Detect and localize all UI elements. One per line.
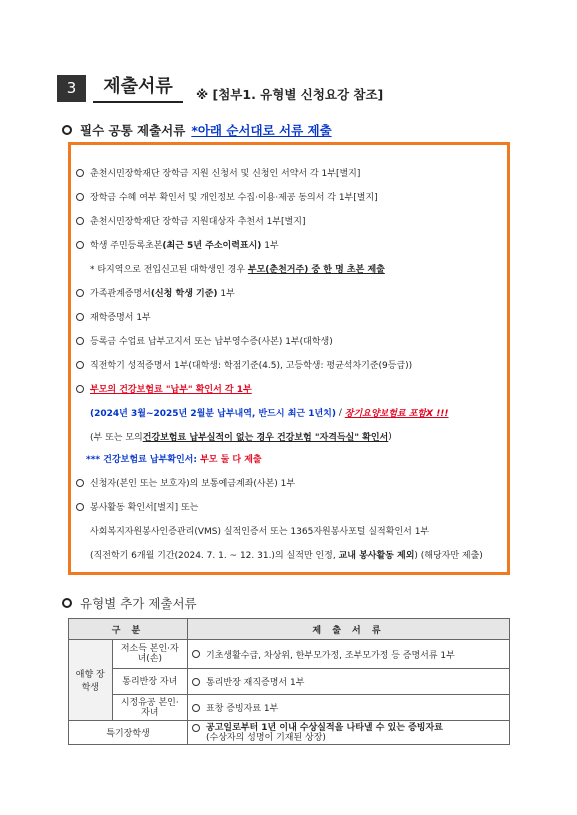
- volunteer-line3: (직전학기 6개월 기간(2024. 7. 1. ~ 12. 31.)의 실적만 인정, 교내 봉사활동 제외 ) (해당자만 제출): [90, 551, 483, 561]
- circle-bullet-icon: [192, 678, 200, 686]
- table-row: [69, 695, 510, 721]
- insurance-period: (2024년 3월~2025년 2월분 납부내역, 반드시 최근 1년치) / 장기요양보험료 포함X !!!: [90, 407, 449, 419]
- table-subcategory: 시정유공 본인·자녀: [112, 695, 187, 721]
- list-item: 신청자(본인 또는 보호자)의 보통예금계좌(사본) 1부: [76, 476, 295, 489]
- common-heading-text: 필수 공통 제출서류: [80, 123, 186, 138]
- circle-bullet-icon: [192, 704, 200, 712]
- table-subcategory: 저소득 본인·자녀(손): [112, 640, 187, 669]
- circle-bullet-icon: [192, 650, 200, 658]
- circle-bullet-icon: [76, 169, 84, 177]
- table-document: 기초생활수급, 차상위, 한부모가정, 조부모가정 등 증명서류 1부: [188, 640, 510, 669]
- table-subcategory: 통리반장 자녀: [112, 669, 187, 695]
- table-header-category: 구 분: [69, 619, 188, 640]
- list-item: 춘천시민장학재단 장학금 지원 신청서 및 신청인 서약서 각 1부[별지]: [76, 166, 360, 179]
- circle-bullet-icon: [76, 193, 84, 201]
- additional-documents-table: [68, 618, 510, 745]
- circle-bullet-icon: [76, 241, 84, 249]
- circle-bullet-icon: [62, 598, 72, 608]
- table-group-label: 애향 장학생: [69, 640, 113, 721]
- common-heading: [62, 121, 332, 139]
- list-item: 재학증명서 1부: [76, 310, 151, 323]
- table-document: 공고일로부터 1년 이내 수상실적을 나타낼 수 있는 증빙자료 (수상자의 성명이 기재된 상장): [188, 721, 510, 745]
- circle-bullet-icon: [76, 503, 84, 511]
- circle-bullet-icon: [76, 337, 84, 345]
- circle-bullet-icon: [76, 289, 84, 297]
- circle-bullet-icon: [76, 479, 84, 487]
- list-item: 춘천시민장학재단 장학금 지원대상자 추천서 1부[별지]: [76, 214, 305, 227]
- volunteer-line2: 사회복지자원봉사인증관리(VMS) 실적인증서 또는 1365자원봉사포털 실적확인서 1부: [90, 527, 430, 537]
- circle-bullet-icon: [76, 361, 84, 369]
- insurance-star-note: *** 건강보험료 납부확인서: 부모 둘 다 제출: [86, 455, 262, 465]
- list-item-resident: 학생 주민등록초본 (최근 5년 주소이력표시) 1부: [76, 238, 279, 251]
- common-heading-note: *아래 순서대로 서류 제출: [191, 123, 332, 138]
- additional-heading: 유형별 추가 제출서류: [62, 594, 197, 612]
- list-item: 장학금 수혜 여부 확인서 및 개인정보 수집·이용·제공 동의서 각 1부[별지]: [76, 190, 378, 203]
- table-row: [69, 640, 510, 669]
- table-row: [69, 669, 510, 695]
- transfer-note: * 타지역으로 전입신고된 대학생인 경우 부모(춘천거주) 중 한 명 초본 제출: [90, 265, 385, 275]
- circle-bullet-icon: [192, 724, 200, 732]
- table-row: [69, 721, 510, 745]
- table-document: 표창 증빙자료 1부: [188, 695, 510, 721]
- circle-bullet-icon: [76, 217, 84, 225]
- section-number: 3: [57, 75, 86, 102]
- list-item: 직전학기 성적증명서 1부(대학생: 학점기준(4.5), 고등학생: 평균석차기준(9등급)): [76, 358, 412, 371]
- insurance-alternative: (부 또는 모의 건강보험료 납부실적이 없는 경우 건강보험 "자격득실" 확인서 ): [90, 431, 392, 443]
- circle-bullet-icon: [76, 313, 84, 321]
- list-item: 등록금 수업료 납부고지서 또는 납부영수증(사본) 1부(대학생): [76, 334, 333, 347]
- table-special-category: 특기장학생: [69, 721, 188, 745]
- table-document: 통리반장 재직증명서 1부: [188, 669, 510, 695]
- table-header-documents: 제 출 서 류: [188, 619, 510, 640]
- circle-bullet-icon: [62, 125, 72, 135]
- list-item-volunteer: 봉사활동 확인서[별지] 또는: [76, 500, 198, 513]
- section-title: 제출서류: [93, 73, 183, 103]
- circle-bullet-icon: [76, 385, 84, 393]
- list-item-family: 가족관계증명서 (신청 학생 기준) 1부: [76, 286, 235, 299]
- list-item-insurance: 부모의 건강보험료 "납부" 확인서 각 1부: [76, 382, 252, 395]
- section-note: ※ [첨부1. 유형별 신청요강 참조]: [196, 87, 384, 102]
